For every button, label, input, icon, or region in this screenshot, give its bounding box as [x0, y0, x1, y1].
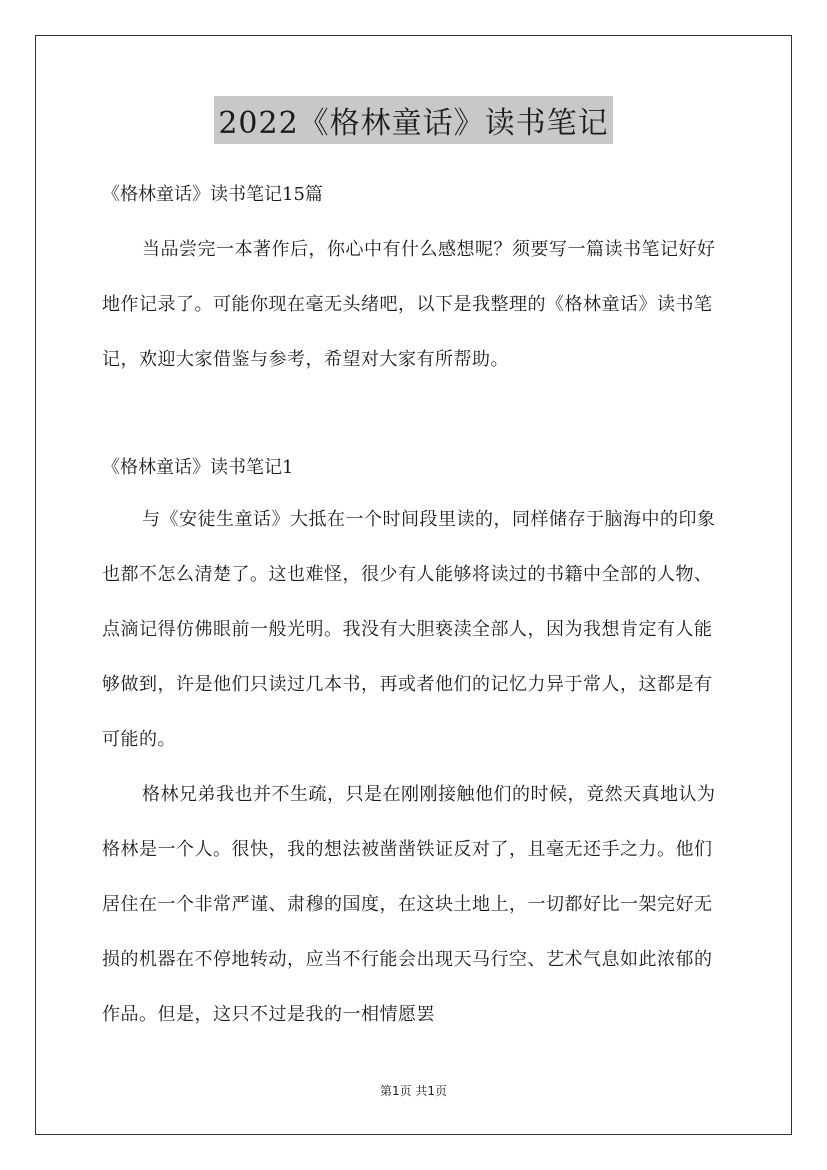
document-subtitle: 《格林童话》读书笔记15篇 — [102, 184, 323, 205]
document-title: 2022《格林童话》读书笔记 — [214, 96, 612, 144]
body-paragraph-1: 与《安徒生童话》大抵在一个时间段里读的，同样储存于脑海中的印象也都不怎么清楚了。这也难怪，很少有人能够将读过的书籍中全部的人物、点滴记得仿佛眼前一般光明。我没有大胆亵渎全部人，因为我想肯定有人能够做到，许是他们只读过几本书，再或者他们的记忆力异于常人，这都是有可能的。 — [102, 509, 716, 750]
body-paragraph-2: 格林兄弟我也并不生疏，只是在刚刚接触他们的时候，竟然天真地认为格林是一个人。很快，我的想法被凿凿铁证反对了，且毫无还手之力。他们居住在一个非常严谨、肃穆的国度，在这块土地上，一切都好比一架完好无损的机器在不停地转动，应当不行能会出现天马行空、艺术气息如此浓郁的作品。但是，这只不过是我的一相情愿罢 — [102, 784, 716, 1025]
page-footer: 第1页 共1页 — [379, 1084, 448, 1098]
section-heading: 《格林童话》读书笔记1 — [102, 457, 294, 478]
title-container — [0, 96, 827, 144]
intro-paragraph: 当品尝完一本著作后，你心中有什么感想呢？须要写一篇读书笔记好好地作记录了。可能你现在毫无头绪吧，以下是我整理的《格林童话》读书笔记，欢迎大家借鉴与参考，希望对大家有所帮助。 — [102, 239, 716, 370]
